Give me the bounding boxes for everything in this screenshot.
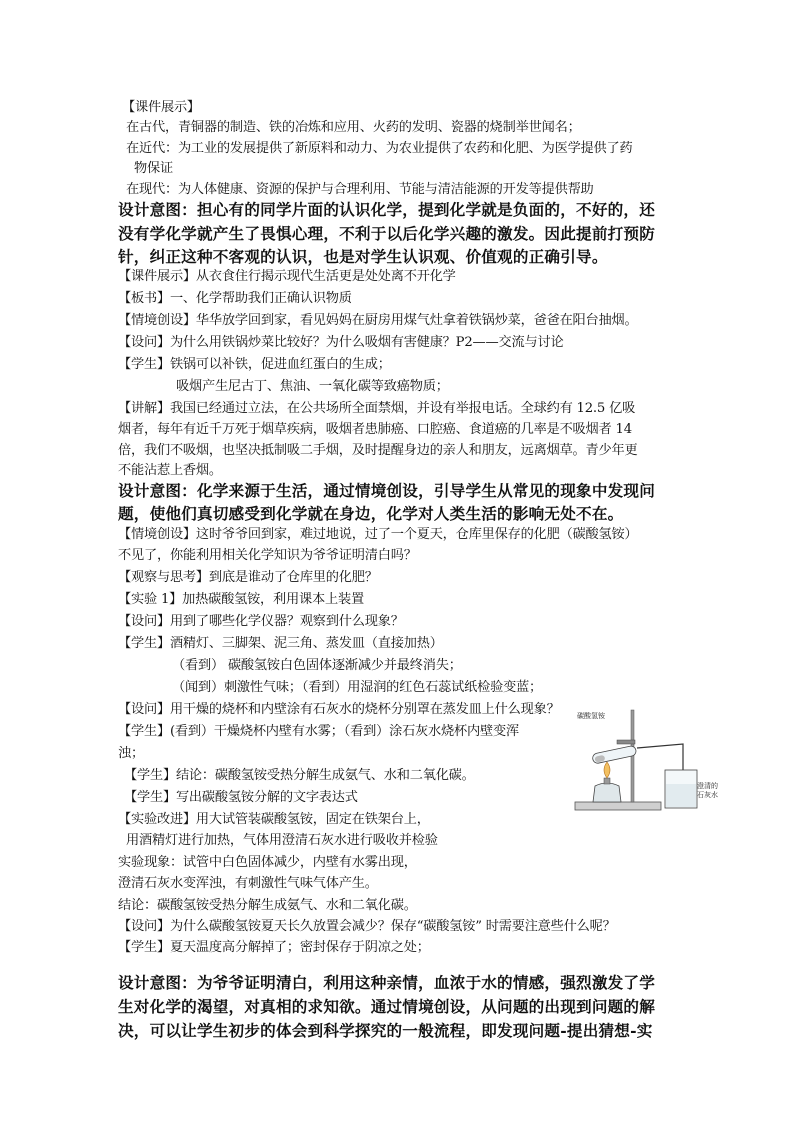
experiment-apparatus-figure <box>573 706 720 814</box>
design-intent-line: 设计意图：为爷爷证明清白，利用这种亲情，血浓于水的情感，强烈激发了学 <box>118 973 655 992</box>
limewater-label: 石灰水 <box>697 791 718 799</box>
text-line: 在现代：为人体健康、资源的保护与合理利用、节能与清洁能源的开发等提供帮助 <box>126 182 594 197</box>
text-line: 【讲解】我国已经通过立法，在公共场所全面禁烟，并设有举报电话。全球约有 12.5 亿吸 <box>118 401 636 416</box>
design-intent-line: 决，可以让学生初步的体会到科学探究的一般流程，即发现问题-提出猜想-实 <box>118 1021 653 1040</box>
text-line: 【学生】结论：碳酸氢铵受热分解生成氨气、水和二氧化碳。 <box>124 768 475 783</box>
design-intent-line: 设计意图：担心有的同学片面的认识化学，提到化学就是负面的，不好的，还 <box>118 200 655 219</box>
text-line: 澄清石灰水变浑浊，有刺激性气味气体产生。 <box>118 876 378 891</box>
text-line: 【学生】写出碳酸氢铵分解的文字表达式 <box>124 790 358 805</box>
text-line: 【情境创设】这时爷爷回到家，难过地说，过了一个夏天，仓库里保存的化肥（碳酸氢铵） <box>118 527 638 542</box>
text-line: （看到） 碳酸氢铵白色固体逐渐减少并最终消失； <box>172 658 462 673</box>
text-line: 【观察与思考】到底是谁动了仓库里的化肥？ <box>118 570 378 585</box>
limewater-label: 澄清的 <box>697 782 718 790</box>
reagent-label: 碳酸氢铵 <box>577 712 605 720</box>
text-line: 【课件展示】从衣食住行揭示现代生活更是处处离不开化学 <box>118 269 456 284</box>
design-intent-line: 设计意图：化学来源于生活，通过情境创设，引导学生从常见的现象中发现问 <box>118 481 655 500</box>
text-line: 浊； <box>118 746 144 761</box>
text-line: 不见了，你能利用相关化学知识为爷爷证明清白吗？ <box>118 548 417 563</box>
text-line: 【设问】用干燥的烧杯和内壁涂有石灰水的烧杯分别罩在蒸发皿上什么现象？ <box>118 702 560 717</box>
spirit-lamp <box>593 783 621 802</box>
text-line: 【学生】铁锅可以补铁，促进血红蛋白的生成； <box>118 357 391 372</box>
text-line: 不能沾惹上香烟。 <box>118 463 222 478</box>
text-line: 物保证 <box>134 161 173 176</box>
clamp <box>617 740 635 744</box>
design-intent-line: 没有学化学就产生了畏惧心理，不利于以后化学兴趣的激发。因此提前打预防 <box>118 224 655 243</box>
text-line: 【板书】一、化学帮助我们正确认识物质 <box>118 291 352 306</box>
text-line: 用酒精灯进行加热，气体用澄清石灰水进行吸收并检验 <box>126 833 438 848</box>
text-line: 【设问】为什么碳酸氢铵夏天长久放置会减少？保存“碳酸氢铵” 时需要注意些什么呢？ <box>118 919 616 934</box>
text-line: 【情境创设】华华放学回到家，看见妈妈在厨房用煤气灶拿着铁锅炒菜，爸爸在阳台抽烟。 <box>118 313 638 328</box>
text-line: 【课件展示】 <box>122 100 200 115</box>
text-line: 【实验改进】用大试管装碳酸氢铵，固定在铁架台上， <box>118 812 430 827</box>
text-line: （闻到）刺激性气味；（看到）用湿润的红色石蕊试纸检验变蓝； <box>172 680 543 695</box>
design-intent-line: 针，纠正这种不客观的认识，也是对学生认识观、价值观的正确引导。 <box>118 247 608 266</box>
text-line: 【设问】用到了哪些化学仪器？观察到什么现象？ <box>118 614 404 629</box>
text-line: 【实验 1】加热碳酸氢铵，利用课本上装置 <box>118 592 364 607</box>
design-intent-line: 生对化学的渴望，对真相的求知欲。通过情境创设，从问题的出现到问题的解 <box>118 997 655 1016</box>
text-line: 实验现象：试管中白色固体减少，内壁有水雾出现， <box>118 855 417 870</box>
text-line: 烟者，每年有近千万死于烟草疾病，吸烟者患肺癌、口腔癌、食道癌的几率是不吸烟者 14 <box>118 422 632 437</box>
stand-base <box>575 802 661 810</box>
design-intent-line: 题，使他们真切感受到化学就在身边，化学对人类生活的影响无处不在。 <box>118 504 624 523</box>
text-line: 在近代：为工业的发展提供了新原料和动力、为农业提供了农药和化肥、为医学提供了药 <box>126 141 633 156</box>
text-line: 结论：碳酸氢铵受热分解生成氨气、水和二氧化碳。 <box>118 898 417 913</box>
apparatus-illustration <box>573 706 720 814</box>
text-line: 倍，我们不吸烟，也坚决抵制吸二手烟，及时提醒身边的亲人和朋友，远离烟草。青少年更 <box>118 443 638 458</box>
text-line: 【学生】(看到）干燥烧杯内壁有水雾；（看到）涂石灰水烧杯内壁变浑 <box>118 724 519 739</box>
text-line: 【学生】酒精灯、三脚架、泥三角、蒸发皿（直接加热） <box>118 636 443 651</box>
flame <box>604 762 610 778</box>
test-tube <box>592 745 637 764</box>
text-line: 【设问】为什么用铁锅炒菜比较好？为什么吸烟有害健康？P2——交流与讨论 <box>118 335 564 350</box>
text-line: 【学生】夏天温度高分解掉了；密封保存于阴凉之处； <box>118 940 430 955</box>
text-line: 吸烟产生尼古丁、焦油、一氧化碳等致癌物质； <box>176 379 449 394</box>
text-line: 在古代，青铜器的制造、铁的冶炼和应用、火药的发明、瓷器的烧制举世闻名； <box>126 120 581 135</box>
